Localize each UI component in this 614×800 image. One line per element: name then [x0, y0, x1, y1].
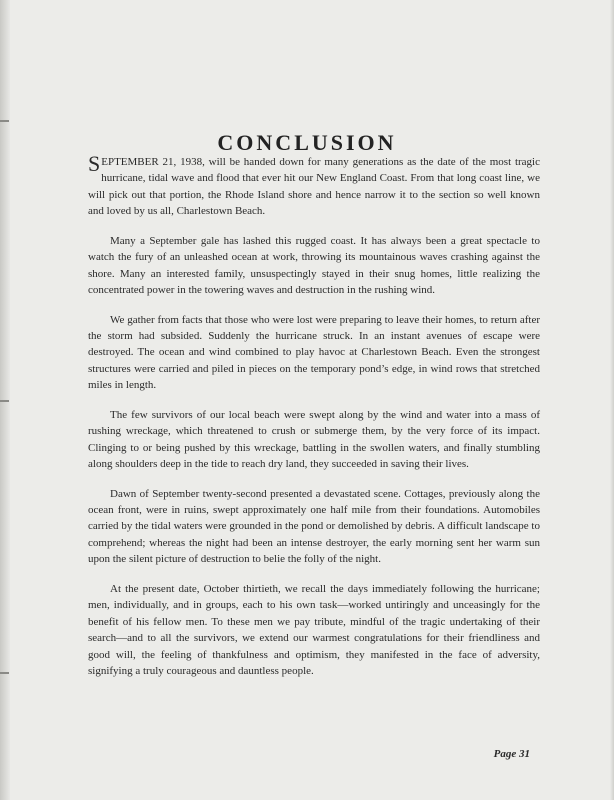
paragraph-2: Many a September gale has lashed this rugged coast. It has always been a great spectacle to watch the fury of an unleashed ocean at work, throwing its mountainous waves crashing against the shore. Many an interested family, unsuspectingly stayed in their snug homes, little realizing the concentrated power in the towering waves and destruction in the rushing wind.: [88, 234, 540, 297]
paragraph-6: At the present date, October thirtieth, we recall the days immediately following the hurricane; men, individually, and in groups, each to his own task—worked untiringly and unceasingly for the benefit of his fellow men. To these men we pay tribute, mindful of the tragic undertaking of their search—and to all the survivors, we extend our warmest congratulations for their friendliness and good will, the feeling of thankfulness and optimism, they manifested in the face of adversity, signifying a truly courageous and dauntless people.: [88, 582, 540, 677]
paragraph-4: The few survivors of our local beach were swept along by the wind and water into a mass of rushing wreckage, which threatened to crush or submerge them, by the very force of its impact. Clinging to or being pushed by this wreckage, battling in the swollen waters, and finally stumbling along shoulders deep in the tide to reach dry land, they succeeded in saving their lives.: [88, 408, 540, 471]
page-title: CONCLUSION: [217, 129, 397, 155]
page-number: Page 31: [493, 748, 530, 760]
paragraph-1: [88, 151, 540, 220]
paragraph-1-text: EPTEMBER 21, 1938, will be handed down for many generations as the date of the most tragic hurricane, tidal wave and flood that ever hit our New England Coast. From that long coast line, we will pick out that portion, the Rhode Island shore and hence narrow it to the section so well known and loved by us all, Charlestown Beach.: [88, 156, 540, 218]
paragraph-3: We gather from facts that those who were lost were preparing to leave their homes, to return after the storm had subsided. Suddenly the hurricane struck. In an instant avenues of escape were destroyed. The ocean and wind combined to play havoc at Charlestown Beach. Even the strongest structures were carried and piled in pieces on the temporary pond’s edge, in wind rows that stretched miles in length.: [88, 313, 540, 392]
binding-hole-mark: [0, 120, 9, 122]
page-edge-shadow: [610, 0, 614, 800]
drop-cap: S: [88, 151, 101, 176]
binding-hole-mark: [0, 672, 9, 674]
binding-hole-mark: [0, 400, 9, 402]
paragraph-5: Dawn of September twenty-second presented a devastated scene. Cottages, previously along the ocean front, were in ruins, swept approximately one half mile from their foundations. Automobiles carried by the tidal waters were grounded in the pond or demolished by debris. A difficult landscape to comprehend; whereas the night had been an intense destroyer, the early morning sent her warm sun upon the silent picture of destruction to belie the folly of the night.: [88, 487, 540, 566]
body-text: [88, 151, 540, 693]
